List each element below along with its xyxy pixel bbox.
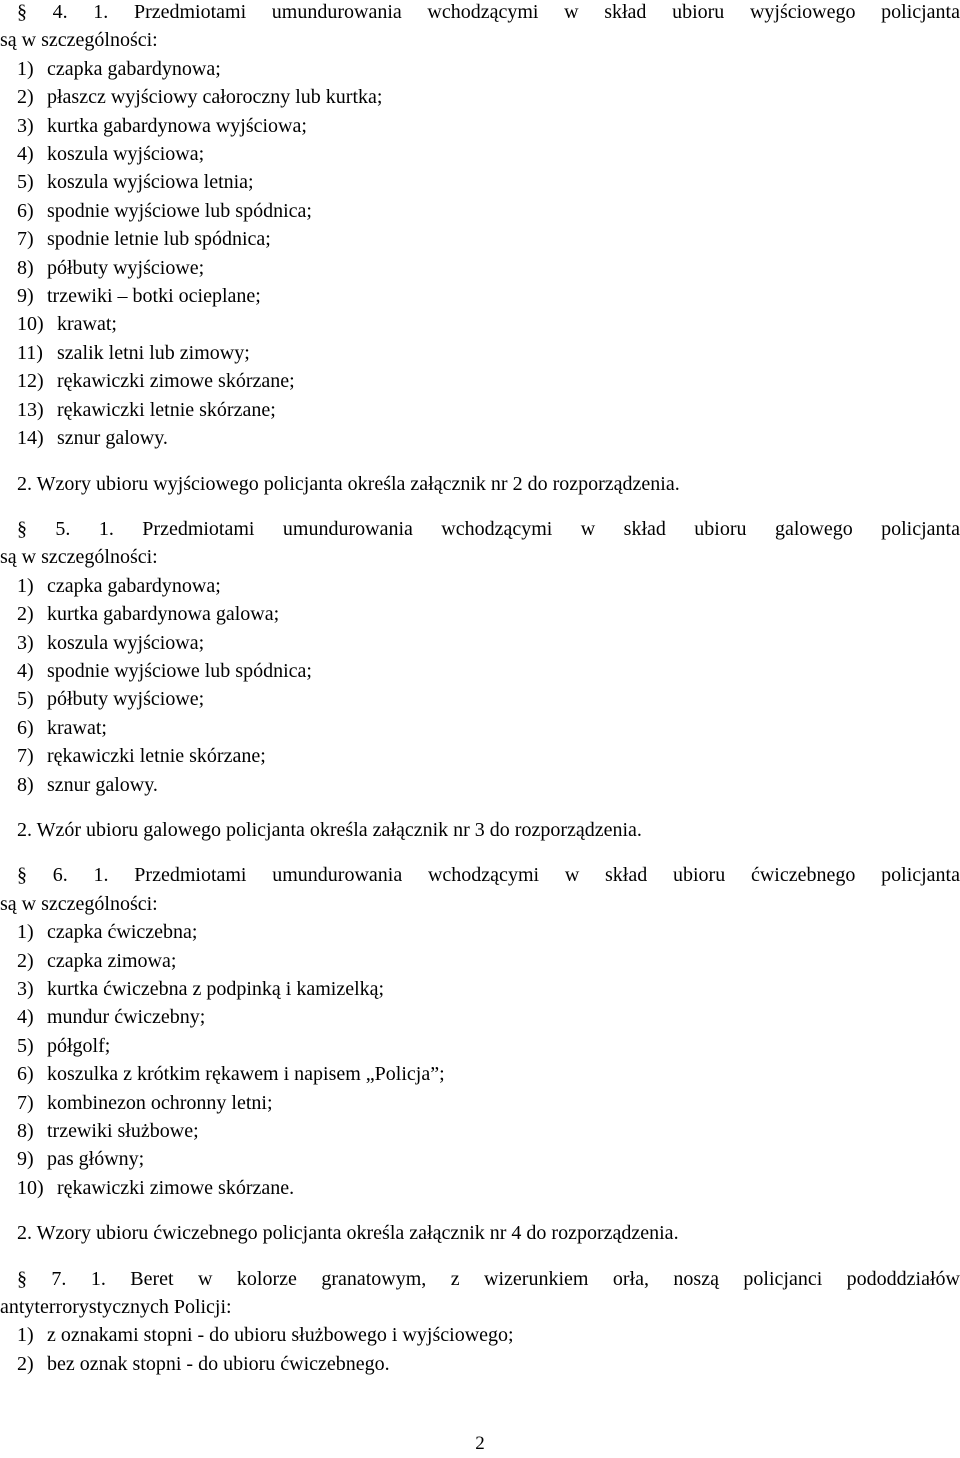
list-item-number: 10) — [17, 1176, 44, 1199]
paragraph-lead: § 4. 1. Przedmiotami umundurowania wchodzącymi w skład ubioru wyjściowego policjanta — [17, 1, 960, 23]
list-item-text: spodnie letnie lub spódnica; — [47, 228, 271, 251]
list-item-number: 4) — [17, 1006, 34, 1029]
list-item-number: 7) — [17, 228, 34, 251]
list-item-text: spodnie wyjściowe lub spódnica; — [47, 199, 312, 222]
list-item — [17, 1060, 960, 1088]
list-item-number: 4) — [17, 143, 34, 166]
list-item-text: spodnie wyjściowe lub spódnica; — [47, 659, 312, 682]
paragraph-lead-continuation: antyterrorystycznych Policji: — [0, 1296, 232, 1319]
list-item-text: trzewiki służbowe; — [47, 1120, 199, 1143]
list-item-text: bez oznak stopni - do ubioru ćwiczebnego. — [47, 1352, 390, 1375]
list-item — [17, 225, 960, 253]
list-item — [17, 742, 960, 770]
spacer — [0, 799, 960, 816]
list-item-number: 8) — [17, 1120, 34, 1143]
list-item-text: sznur galowy. — [47, 773, 158, 796]
list-item-number: 12) — [17, 370, 44, 393]
list-item-text: czapka gabardynowa; — [47, 57, 221, 80]
list-item — [17, 1117, 960, 1145]
spacer — [0, 1202, 960, 1219]
list-item-number: 14) — [17, 427, 44, 450]
list-item-number: 2) — [17, 603, 34, 626]
list-item-text: koszulka z krótkim rękawem i napisem „Policja”; — [47, 1063, 445, 1086]
list-item-text: kurtka gabardynowa wyjściowa; — [47, 114, 307, 137]
list-item — [17, 140, 960, 168]
list-item — [17, 1003, 960, 1031]
list-item — [17, 657, 960, 685]
list-item-text: płaszcz wyjściowy całoroczny lub kurtka; — [47, 86, 383, 109]
list-item-number: 1) — [17, 921, 34, 944]
list-item-number: 6) — [17, 716, 34, 739]
list-item-text: kombinezon ochronny letni; — [47, 1091, 273, 1114]
list-item — [17, 572, 960, 600]
list-item — [17, 112, 960, 140]
paragraph-lead: § 7. 1. Beret w kolorze granatowym, z wizerunkiem orła, noszą policjanci pododdziałów — [17, 1267, 960, 1290]
list-item — [17, 600, 960, 628]
list-item-number: 7) — [17, 1091, 34, 1114]
paragraph-lead-continuation: są w szczególności: — [0, 892, 158, 915]
paragraph-section — [0, 515, 960, 844]
list-item — [17, 975, 960, 1003]
enumerated-list — [0, 55, 960, 453]
list-item-number: 5) — [17, 171, 34, 194]
list-item — [17, 1174, 960, 1202]
list-item-text: koszula wyjściowa; — [47, 143, 205, 166]
list-item-number: 8) — [17, 256, 34, 279]
paragraph-note: 2. Wzory ubioru wyjściowego policjanta określa załącznik nr 2 do rozporządzenia. — [17, 472, 680, 495]
list-item-number: 3) — [17, 114, 34, 137]
list-item — [17, 947, 960, 975]
list-item-text: rękawiczki letnie skórzane; — [47, 745, 266, 768]
list-item — [17, 83, 960, 111]
paragraph-lead-continuation: są w szczególności: — [0, 29, 158, 52]
list-item-text: czapka ćwiczebna; — [47, 921, 198, 944]
list-item — [17, 1321, 960, 1349]
list-item-number: 3) — [17, 631, 34, 654]
list-item — [17, 1350, 960, 1378]
list-item-number: 9) — [17, 285, 34, 308]
enumerated-list — [0, 572, 960, 799]
list-item-text: kurtka ćwiczebna z podpinką i kamizelką; — [47, 978, 385, 1000]
enumerated-list — [0, 1321, 960, 1378]
list-item-text: czapka zimowa; — [47, 949, 177, 972]
list-item-number: 1) — [17, 574, 34, 597]
list-item — [17, 197, 960, 225]
list-item-number: 1) — [17, 57, 34, 80]
list-item — [17, 714, 960, 742]
paragraph-note: 2. Wzory ubioru ćwiczebnego policjanta określa załącznik nr 4 do rozporządzenia. — [17, 1222, 679, 1245]
list-item-text: półgolf; — [47, 1034, 111, 1057]
enumerated-list — [0, 918, 960, 1202]
list-item-number: 5) — [17, 688, 34, 711]
paragraph-section — [0, 861, 960, 1247]
paragraph-lead-continuation: są w szczególności: — [0, 546, 158, 569]
list-item — [17, 685, 960, 713]
list-item-text: krawat; — [47, 716, 107, 739]
list-item — [17, 396, 960, 424]
list-item-text: półbuty wyjściowe; — [47, 688, 205, 711]
list-item-number: 10) — [17, 313, 44, 336]
paragraph-section — [0, 1265, 960, 1379]
list-item-number: 11) — [17, 341, 43, 364]
page-number: 2 — [475, 1433, 485, 1454]
list-item — [17, 1145, 960, 1173]
list-item — [17, 339, 960, 367]
list-item-number: 6) — [17, 1063, 34, 1086]
list-item — [17, 771, 960, 799]
list-item-text: sznur galowy. — [57, 427, 168, 450]
list-item — [17, 254, 960, 282]
list-item-number: 3) — [17, 978, 34, 1000]
list-item — [17, 282, 960, 310]
list-item-text: szalik letni lub zimowy; — [57, 341, 250, 364]
list-item-number: 6) — [17, 199, 34, 222]
paragraph-note: 2. Wzór ubioru galowego policjanta określa załącznik nr 3 do rozporządzenia. — [17, 818, 642, 841]
list-item — [17, 629, 960, 657]
list-item-text: rękawiczki zimowe skórzane; — [57, 370, 295, 393]
list-item — [17, 367, 960, 395]
paragraph-lead: § 5. 1. Przedmiotami umundurowania wchodzącymi w skład ubioru galowego policjanta — [17, 517, 960, 540]
list-item-text: krawat; — [57, 313, 117, 336]
list-item-number: 9) — [17, 1148, 34, 1171]
list-item-text: półbuty wyjściowe; — [47, 256, 205, 279]
list-item — [17, 310, 960, 338]
list-item — [17, 1032, 960, 1060]
list-item-text: mundur ćwiczebny; — [47, 1006, 206, 1029]
list-item-text: koszula wyjściowa letnia; — [47, 171, 254, 194]
list-item-number: 2) — [17, 949, 34, 972]
list-item — [17, 55, 960, 83]
list-item-number: 4) — [17, 659, 34, 682]
list-item-number: 1) — [17, 1324, 34, 1347]
list-item-text: pas główny; — [47, 1148, 145, 1171]
list-item-text: z oznakami stopni - do ubioru służbowego i wyjściowego; — [47, 1324, 514, 1347]
list-item-number: 8) — [17, 773, 34, 796]
list-item-text: trzewiki – botki ocieplane; — [47, 285, 261, 308]
paragraph-section — [0, 0, 960, 498]
list-item-number: 7) — [17, 745, 34, 768]
list-item — [17, 424, 960, 452]
list-item-number: 2) — [17, 1352, 34, 1375]
list-item — [17, 168, 960, 196]
list-item-number: 5) — [17, 1034, 34, 1057]
list-item-text: rękawiczki zimowe skórzane. — [57, 1176, 295, 1199]
list-item-text: koszula wyjściowa; — [47, 631, 205, 654]
list-item-text: czapka gabardynowa; — [47, 574, 221, 597]
list-item — [17, 1089, 960, 1117]
list-item-text: kurtka gabardynowa galowa; — [47, 603, 280, 626]
paragraph-lead: § 6. 1. Przedmiotami umundurowania wchodzącymi w skład ubioru ćwiczebnego policjanta — [17, 864, 960, 887]
list-item — [17, 918, 960, 946]
list-item-number: 2) — [17, 86, 34, 109]
spacer — [0, 453, 960, 470]
list-item-number: 13) — [17, 398, 44, 421]
list-item-text: rękawiczki letnie skórzane; — [57, 398, 276, 421]
